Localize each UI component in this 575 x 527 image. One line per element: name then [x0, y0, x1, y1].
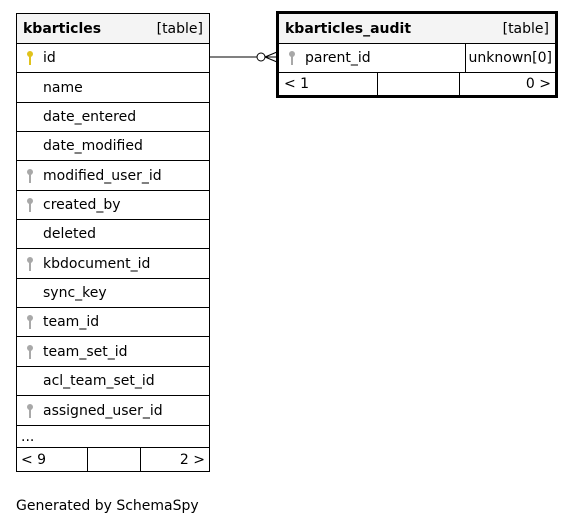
foreign-key-icon	[17, 344, 43, 360]
column-name: team_id	[43, 314, 100, 331]
column-name: kbdocument_id	[43, 255, 151, 272]
column-name: date_modified	[43, 138, 143, 155]
column-name: id	[43, 50, 56, 67]
column-list	[17, 44, 209, 425]
children-count[interactable]	[141, 448, 209, 471]
table-header	[279, 14, 555, 44]
table-footer	[17, 448, 209, 471]
parents-count[interactable]	[17, 448, 88, 471]
footer-spacer	[378, 73, 460, 95]
ellipsis: ...	[21, 428, 35, 445]
foreign-key-icon	[17, 256, 43, 272]
column-row-assigned-user-id[interactable]	[17, 396, 209, 425]
column-row-sync-key[interactable]	[17, 279, 209, 308]
column-name: created_by	[43, 196, 121, 213]
column-name: acl_team_set_id	[43, 372, 155, 389]
table-footer	[279, 73, 555, 95]
foreign-key-icon	[279, 50, 305, 66]
column-name: team_set_id	[43, 343, 128, 360]
foreign-key-icon	[17, 403, 43, 419]
column-row-team-set-id[interactable]	[17, 337, 209, 366]
column-row-date-entered[interactable]	[17, 103, 209, 132]
parents-count-label: < 1	[284, 76, 310, 92]
more-columns	[17, 425, 209, 448]
column-row-id[interactable]	[17, 44, 209, 73]
column-name: name	[43, 79, 83, 96]
column-name: assigned_user_id	[43, 402, 163, 419]
foreign-key-icon	[17, 168, 43, 184]
column-name: date_entered	[43, 108, 137, 125]
children-count-label: 2 >	[179, 451, 205, 468]
column-type: unknown[0]	[468, 50, 552, 66]
column-row-name[interactable]	[17, 73, 209, 102]
parents-count[interactable]	[279, 73, 378, 95]
column-row-acl-team-set-id[interactable]	[17, 367, 209, 396]
generator-credit: Generated by SchemaSpy	[16, 498, 199, 514]
table-kind: [table]	[502, 20, 549, 37]
column-row-created-by[interactable]	[17, 191, 209, 220]
table-kbarticles-audit[interactable]	[276, 11, 558, 98]
column-row-modified-user-id[interactable]	[17, 161, 209, 190]
table-title: kbarticles	[23, 20, 102, 37]
foreign-key-icon	[17, 314, 43, 330]
primary-key-icon	[17, 50, 43, 66]
foreign-key-icon	[17, 197, 43, 213]
table-title: kbarticles_audit	[285, 20, 412, 37]
column-row-kbdocument-id[interactable]	[17, 249, 209, 278]
zero-cardinality-marker	[257, 53, 265, 61]
column-name: modified_user_id	[43, 167, 162, 184]
column-row-parent-id[interactable]	[279, 44, 555, 73]
column-name: sync_key	[43, 284, 107, 301]
children-count[interactable]	[460, 73, 555, 95]
table-kind: [table]	[156, 20, 203, 37]
column-name: deleted	[43, 226, 96, 243]
column-row-deleted[interactable]	[17, 220, 209, 249]
footer-spacer	[88, 448, 141, 471]
column-name: parent_id	[305, 44, 466, 72]
table-kbarticles[interactable]	[16, 13, 210, 472]
children-count-label: 0 >	[525, 76, 551, 92]
parents-count-label: < 9	[21, 451, 47, 468]
column-row-date-modified[interactable]	[17, 132, 209, 161]
table-header	[17, 14, 209, 44]
column-row-team-id[interactable]	[17, 308, 209, 337]
